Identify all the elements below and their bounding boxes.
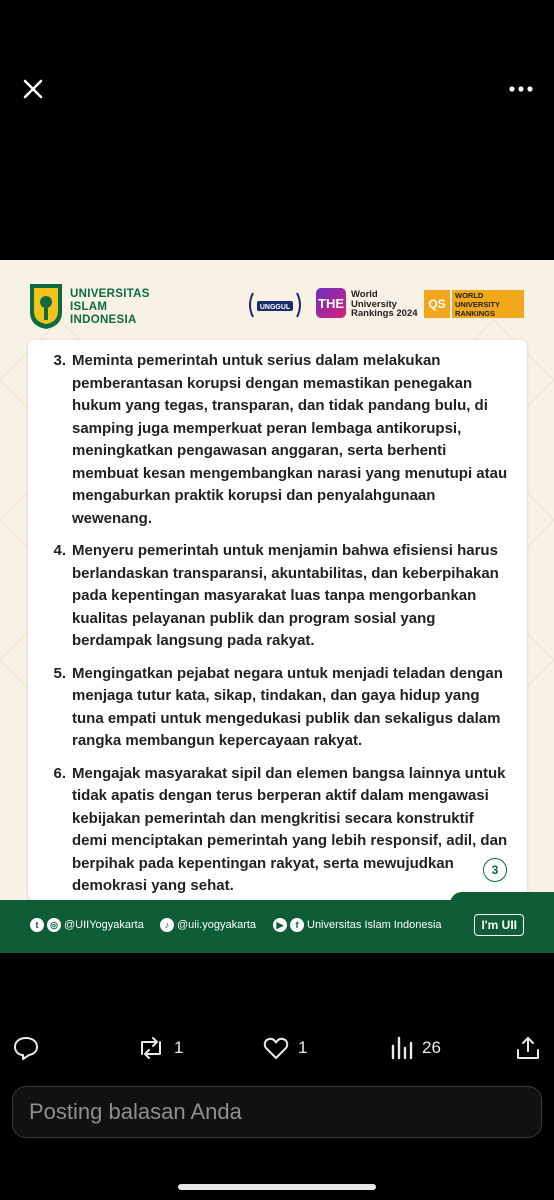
reply-placeholder: Posting balasan Anda [29, 1099, 242, 1124]
svg-text:UNGGUL: UNGGUL [259, 304, 291, 311]
home-indicator [178, 1184, 376, 1190]
retweet-icon [136, 1034, 166, 1062]
share-button[interactable] [514, 1030, 550, 1066]
post-image[interactable] [0, 260, 554, 953]
more-options-icon[interactable] [506, 76, 536, 102]
twitter-icon: t [30, 918, 44, 932]
uii-wordmark: UNIVERSITAS ISLAM INDONESIA [70, 288, 150, 326]
tiktok-icon: ♪ [160, 918, 174, 932]
page-number-badge: 3 [483, 858, 507, 882]
social-tiktok: ♪ @uii.yogyakarta [160, 918, 256, 932]
heart-icon [262, 1034, 290, 1062]
unggul-badge-icon [245, 287, 305, 321]
list-item-text: Menyeru pemerintah untuk menjamin bahwa efisiensi harus berlandaskan transparansi, akuntabilitas, dan keberpihakan pada kepentingan masyarakat luas tanpa mengorbankan kualitas pelayanan publik dan program sosial yang berdampak langsung pada rakyat. [72, 542, 499, 649]
share-icon [514, 1034, 542, 1062]
list-item [28, 763, 518, 898]
list-item-number: 4. [53, 542, 66, 559]
content-card [28, 340, 527, 900]
instagram-icon: ◎ [47, 918, 61, 932]
list-item-number: 6. [53, 764, 66, 782]
like-button[interactable] [262, 1030, 307, 1066]
youtube-icon: ▶ [273, 918, 287, 932]
list-item [28, 350, 518, 530]
facebook-icon: f [290, 918, 304, 932]
social-twitter-instagram: t ◎ @UIIYogyakarta [30, 918, 144, 932]
tweet-actions [0, 1030, 554, 1070]
qs-logo: QS [424, 290, 450, 318]
list-item-text: Mengingatkan pejabat negara untuk menjadi teladan dengan menjaga tutur kata, sikap, tindakan, dan gaya hidup yang tuna empati untuk mengedukasi publik dan sekaligus dalam rangka membangun kepercayaan rakyat. [72, 664, 503, 749]
top-bar [0, 0, 554, 180]
social-youtube-facebook: ▶ f Universitas Islam Indonesia [273, 918, 442, 932]
qs-ranking-text: WORLD UNIVERSITY RANKINGS [452, 290, 524, 318]
the-ranking-text: World University Rankings 2024 [351, 289, 418, 319]
footer-curve [450, 892, 554, 908]
views-button[interactable] [390, 1030, 441, 1066]
views-icon [390, 1034, 414, 1062]
list-item-text: Mengajak masyarakat sipil dan elemen bangsa lainnya untuk tidak apatis dengan terus berperan aktif dalam mengawasi kebijakan pemerintah dan mengkritisi secara konstruktif demi menciptakan pemerintah yang lebih responsif, adil, dan berpihak pada kepentingan rakyat, serta mewujudkan demokrasi yang sehat. [72, 764, 508, 894]
demand-list [28, 350, 518, 908]
reply-button[interactable] [12, 1030, 48, 1066]
im-uii-badge: I'm UII [474, 914, 524, 936]
uii-logo-icon [28, 282, 64, 330]
list-item [28, 540, 518, 653]
image-header [0, 260, 554, 340]
list-item-number: 5. [53, 664, 66, 682]
retweet-count: 1 [174, 1038, 184, 1057]
reply-input[interactable] [12, 1086, 542, 1138]
close-icon[interactable] [18, 74, 48, 104]
image-footer [0, 900, 554, 953]
list-item [28, 663, 518, 753]
like-count: 1 [298, 1038, 308, 1057]
views-count: 26 [422, 1038, 441, 1057]
list-item-number: 3. [53, 352, 66, 369]
the-logo: THE [316, 288, 346, 318]
reply-icon [12, 1034, 40, 1062]
retweet-button[interactable] [136, 1030, 183, 1066]
list-item-text: Meminta pemerintah untuk serius dalam melakukan pemberantasan korupsi dengan memastikan penegakan hukum yang tegas, transparan, dan tidak pandang bulu, di samping juga memperkuat peran lembaga antikorupsi, meningkatkan pengawasan anggaran, serta berhenti membuat kesan mengembangkan narasi yang menutupi atau mengaburkan praktik korupsi dan penyalahgunaan wewenang. [72, 352, 508, 527]
